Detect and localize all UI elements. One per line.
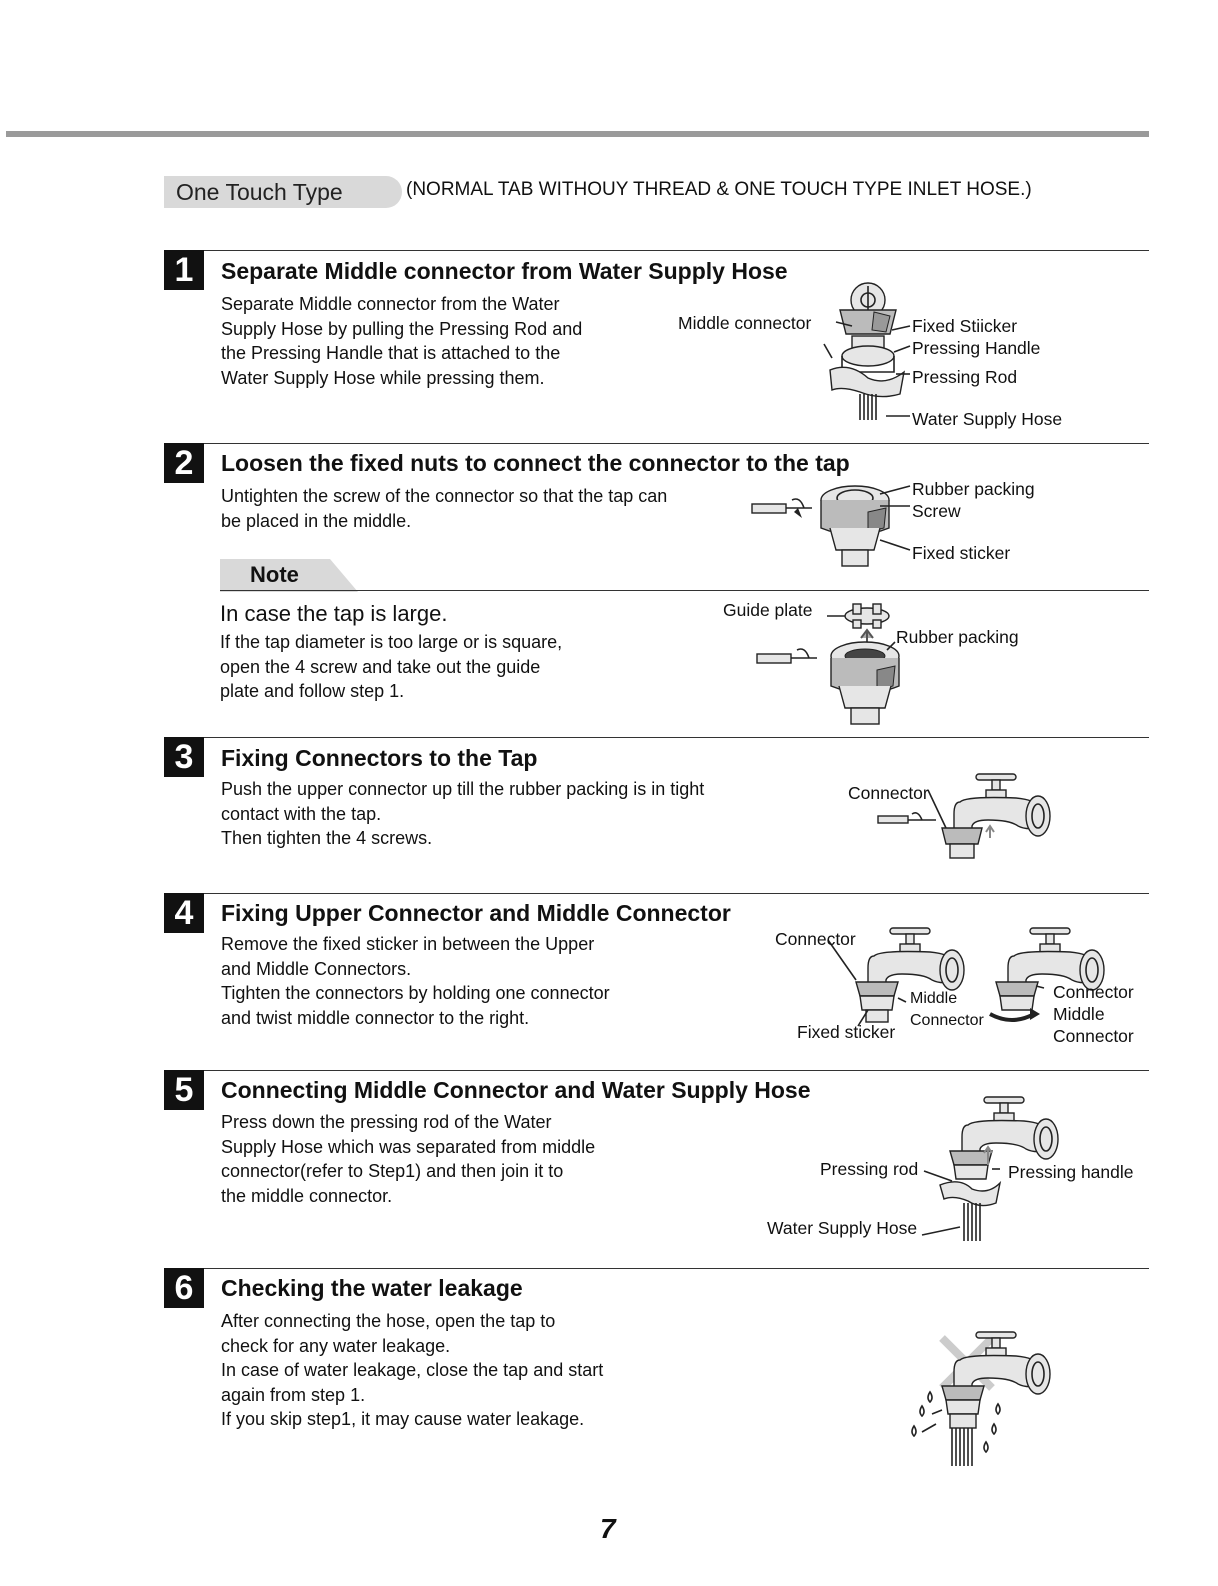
step-6-rule bbox=[204, 1268, 1149, 1269]
label-pressing-rod-5: Pressing rod bbox=[820, 1159, 919, 1179]
step-1-line: Supply Hose by pulling the Pressing Rod and bbox=[221, 318, 583, 339]
label-fixed-sticker-4: Fixed sticker bbox=[797, 1022, 896, 1042]
step-3-text bbox=[221, 777, 704, 851]
label-connector-4b: Connector bbox=[910, 1012, 984, 1029]
label-pressing-handle-5: Pressing handle bbox=[1008, 1162, 1134, 1182]
step-4-line: and Middle Connectors. bbox=[221, 958, 412, 979]
step-4-rule bbox=[204, 893, 1149, 894]
step-6-line: In case of water leakage, close the tap and start bbox=[221, 1360, 604, 1380]
label-middle-4b: Middle bbox=[1053, 1004, 1105, 1024]
label-fixed-sticker-2: Fixed sticker bbox=[912, 543, 1011, 563]
step-2-text bbox=[221, 484, 667, 533]
label-connector: Connector bbox=[848, 783, 929, 803]
type-subtitle: (NORMAL TAB WITHOUY THREAD & ONE TOUCH TYPE INLET HOSE.) bbox=[406, 179, 1032, 200]
label-water-supply-hose: Water Supply Hose bbox=[912, 409, 1063, 429]
label-rubber-packing: Rubber packing bbox=[912, 479, 1035, 499]
step-5-title: Connecting Middle Connector and Water Supply Hose bbox=[221, 1077, 811, 1103]
step-1-text bbox=[221, 292, 582, 390]
step-3-line: contact with the tap. bbox=[221, 803, 382, 824]
label-water-supply-hose-5: Water Supply Hose bbox=[767, 1218, 918, 1238]
leak-check-illustration bbox=[912, 1330, 1062, 1470]
step-1-number: 1 bbox=[164, 250, 204, 290]
step-5-rule bbox=[204, 1070, 1149, 1071]
step-4-line: and twist middle connector to the right. bbox=[221, 1007, 530, 1028]
step-2-rule bbox=[204, 443, 1149, 444]
step-3-title: Fixing Connectors to the Tap bbox=[221, 745, 538, 771]
label-connector-4c: Connector bbox=[1053, 982, 1134, 1002]
label-pressing-rod: Pressing Rod bbox=[912, 367, 1018, 387]
step-5-line: connector(refer to Step1) and then join it to bbox=[221, 1161, 564, 1181]
step-3-line: Then tighten the 4 screws. bbox=[221, 828, 433, 848]
step-6-title: Checking the water leakage bbox=[221, 1275, 523, 1301]
type-label: One Touch Type bbox=[176, 179, 343, 205]
step-1-line: Separate Middle connector from the Water bbox=[221, 294, 560, 314]
label-middle-connector: Middle connector bbox=[678, 313, 812, 333]
step-4-line: Remove the fixed sticker in between the Upper bbox=[221, 934, 595, 954]
step-4-line: Tighten the connectors by holding one connector bbox=[221, 983, 610, 1003]
step-5-line: Press down the pressing rod of the Water bbox=[221, 1112, 552, 1132]
step-2-number: 2 bbox=[164, 443, 204, 483]
step-6-line: If you skip step1, it may cause water leakage. bbox=[221, 1409, 585, 1429]
note-heading: In case the tap is large. bbox=[220, 601, 448, 626]
label-connector-4a: Connector bbox=[775, 929, 856, 949]
step-1-line: the Pressing Handle that is attached to the bbox=[221, 343, 561, 363]
label-fixed-sticker: Fixed Stiicker bbox=[912, 316, 1018, 336]
step-4-title: Fixing Upper Connector and Middle Connector bbox=[221, 900, 731, 926]
label-guide-plate: Guide plate bbox=[723, 600, 813, 620]
label-pressing-handle: Pressing Handle bbox=[912, 338, 1041, 358]
note-label: Note bbox=[250, 562, 299, 587]
step-3-number: 3 bbox=[164, 737, 204, 777]
step-3-line: Push the upper connector up till the rubber packing is in tight bbox=[221, 779, 705, 799]
guide-plate-illustration bbox=[755, 602, 925, 737]
label-rubber-packing-2: Rubber packing bbox=[896, 627, 1019, 647]
step-5-line: the middle connector. bbox=[221, 1185, 393, 1206]
step-6-text bbox=[221, 1309, 603, 1432]
step-6-line: again from step 1. bbox=[221, 1384, 366, 1405]
label-middle-4a: Middle bbox=[910, 990, 958, 1007]
step-2-title: Loosen the fixed nuts to connect the connector to the tap bbox=[221, 450, 850, 476]
page-number: 7 bbox=[600, 1513, 616, 1544]
note-text bbox=[220, 630, 562, 704]
step-3-rule bbox=[204, 737, 1149, 738]
label-screw: Screw bbox=[912, 501, 961, 521]
step-1-title: Separate Middle connector from Water Supply Hose bbox=[221, 258, 788, 284]
step-4-text bbox=[221, 932, 610, 1030]
label-connector-4d: Connector bbox=[1053, 1026, 1134, 1046]
step-1-leader-lines bbox=[836, 322, 916, 422]
step-2-line: Untighten the screw of the connector so that the tap can bbox=[221, 486, 668, 506]
step-5-text bbox=[221, 1110, 595, 1208]
step-6-line: After connecting the hose, open the tap to bbox=[221, 1311, 556, 1331]
step-4-number: 4 bbox=[164, 893, 204, 933]
note-line: plate and follow step 1. bbox=[220, 681, 405, 701]
header-rule bbox=[6, 131, 1149, 137]
step-1-rule bbox=[204, 250, 1149, 251]
step-5-number: 5 bbox=[164, 1070, 204, 1110]
note-rule bbox=[220, 590, 1149, 591]
step-1-line: Water Supply Hose while pressing them. bbox=[221, 367, 545, 388]
step-2-line: be placed in the middle. bbox=[221, 510, 412, 531]
note-line: If the tap diameter is too large or is square, bbox=[220, 632, 563, 652]
note-line: open the 4 screw and take out the guide bbox=[220, 656, 541, 677]
step-5-line: Supply Hose which was separated from middle bbox=[221, 1136, 596, 1157]
step-6-line: check for any water leakage. bbox=[221, 1335, 451, 1356]
step-6-number: 6 bbox=[164, 1268, 204, 1308]
